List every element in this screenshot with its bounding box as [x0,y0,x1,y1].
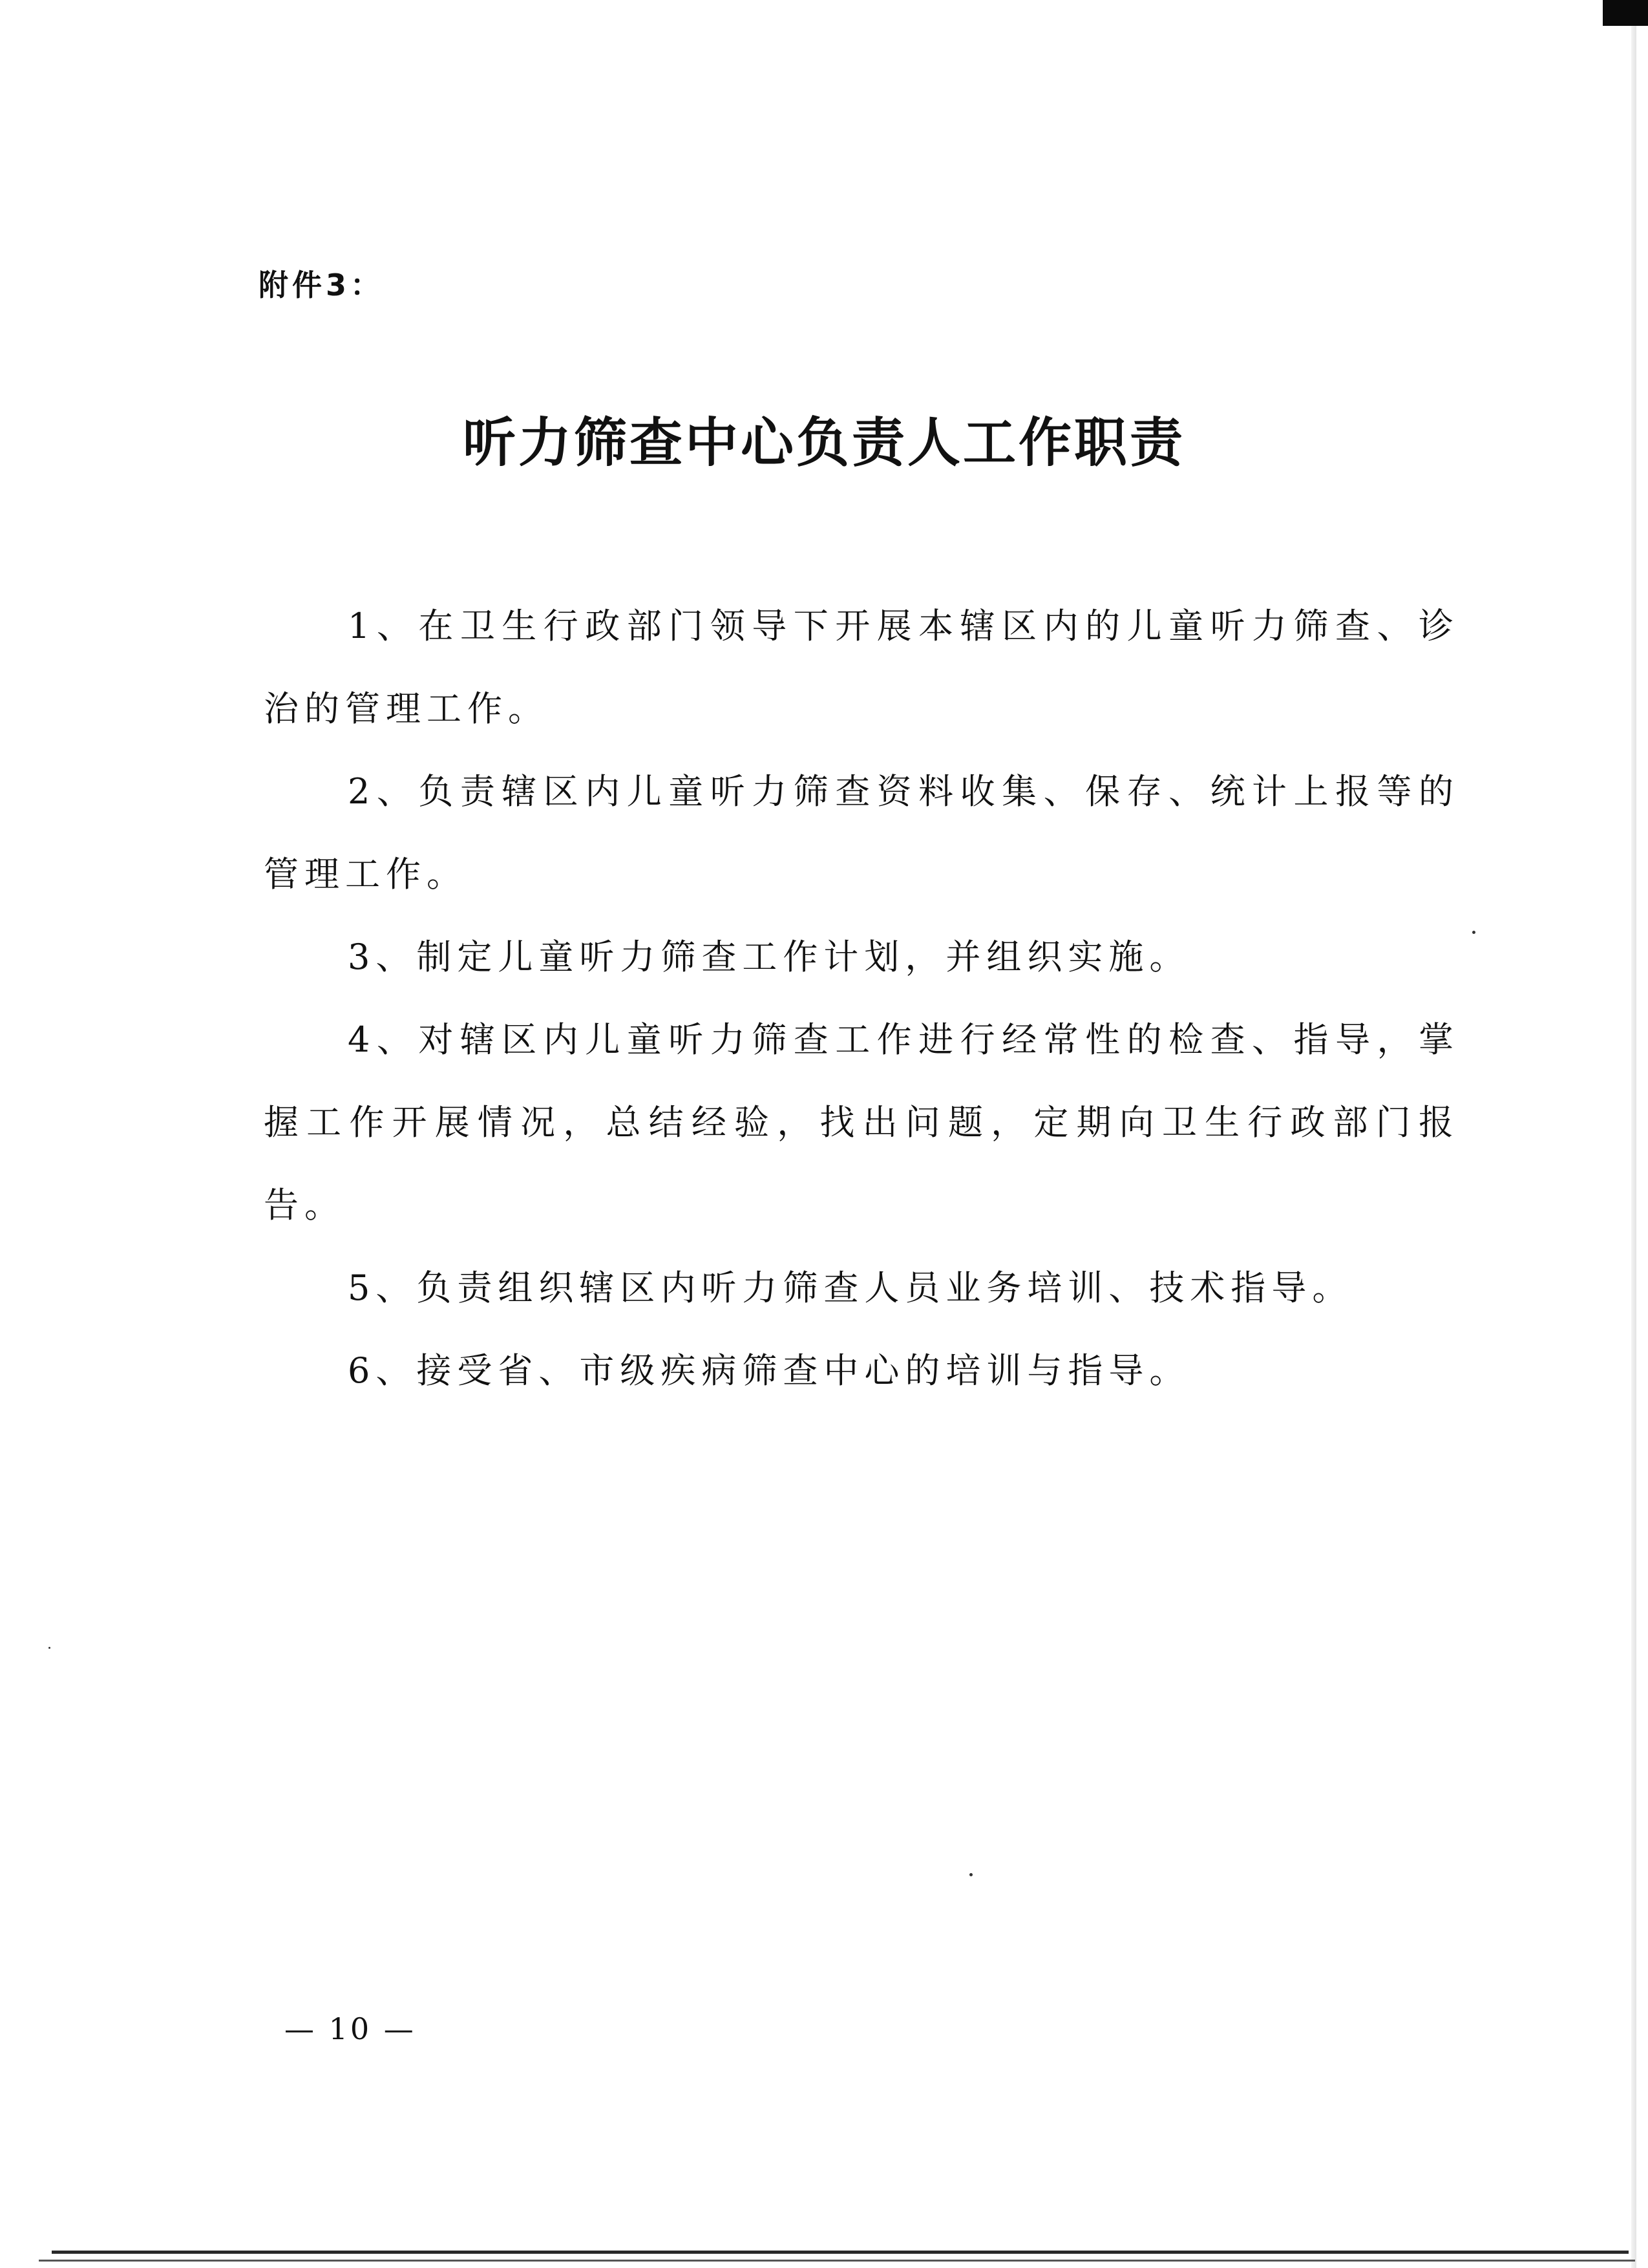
document-body [264,585,1459,1412]
attachment-label: 附件3： [259,268,385,302]
scan-edge-shadow [1631,26,1636,2268]
scan-bottom-line [52,2251,1629,2254]
duty-item-1: 1、在卫生行政部门领导下开展本辖区内的儿童听力筛查、诊治的管理工作。 [264,606,1459,729]
scan-speck [969,1873,973,1876]
duty-item-5: 5、负责组织辖区内听力筛查人员业务培训、技术指导。 [348,1267,1353,1308]
duty-item-4: 4、对辖区内儿童听力筛查工作进行经常性的检查、指导，掌握工作开展情况，总结经验，找出问题，定期向卫生行政部门报告。 [264,1019,1459,1225]
scan-bottom-line-2 [39,2260,1635,2262]
scan-corner-mark [1603,0,1648,26]
duty-item-2: 2、负责辖区内儿童听力筛查资料收集、保存、统计上报等的管理工作。 [264,771,1459,895]
page-number: — 10 — [284,2011,416,2046]
scan-speck [48,1647,50,1649]
scan-speck [1472,931,1475,934]
duty-item-3: 3、制定儿童听力筛查工作计划，并组织实施。 [348,937,1190,977]
duty-item-6: 6、接受省、市级疾病筛查中心的培训与指导。 [348,1350,1190,1391]
document-title: 听力筛查中心负责人工作职责 [462,412,1185,474]
